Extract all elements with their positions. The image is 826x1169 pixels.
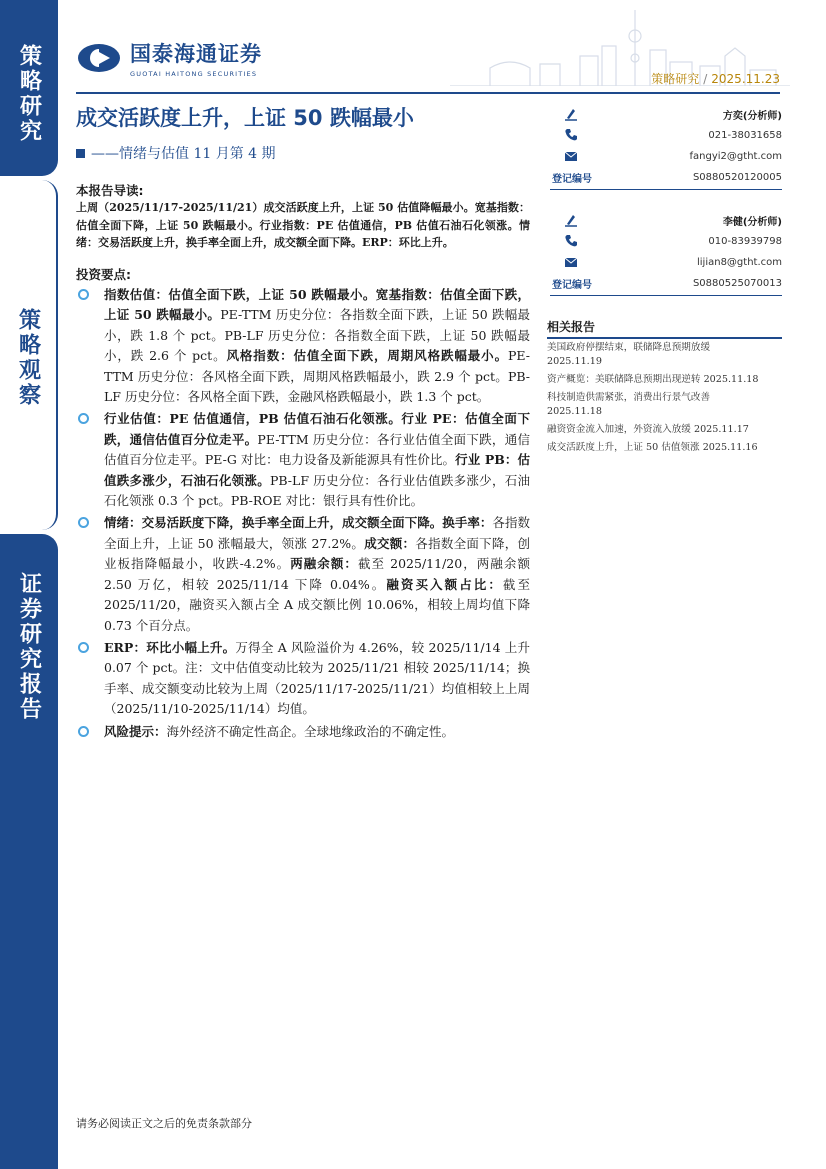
analyst-name-row bbox=[550, 104, 782, 125]
sidebar-block-strategy-observation bbox=[0, 180, 58, 530]
key-point-bold: ERP：环比小幅上升。 bbox=[104, 639, 236, 655]
bullet-circle-icon bbox=[78, 413, 89, 424]
key-point-text: PE-TTM 历史分位：各风格全面下跌，周期风格跌幅最小，跌 2.9 个 pct。PB-LF 历史分位：各风格全面下跌，金融风格跌幅最小，跌 1.3 个 pct。 bbox=[104, 348, 530, 405]
key-point-text: PB-LF 历史分位：各行业估值跌多涨少，石油石化领涨 0.3 个 pct。PB-ROE 对比：银行具有性价比。 bbox=[104, 472, 530, 509]
header-separator: / bbox=[703, 72, 708, 86]
analyst-email[interactable]: fangyi2@gtht.com bbox=[689, 151, 782, 162]
related-report-item[interactable] bbox=[547, 441, 787, 455]
key-points-list bbox=[76, 285, 530, 744]
disclaimer-note: 请务必阅读正文之后的免责条款部分 bbox=[76, 1117, 252, 1130]
mail-icon bbox=[564, 255, 578, 269]
analyst-phone: 010-83939798 bbox=[708, 236, 782, 247]
bullet-circle-icon bbox=[78, 642, 89, 653]
analyst-name-row bbox=[550, 210, 782, 231]
report-subtitle-row bbox=[76, 143, 276, 163]
related-report-text: 科技制造供需紧张，消费出行景气改善 bbox=[547, 392, 711, 403]
sidebar-block-securities-report bbox=[0, 534, 58, 1169]
analyst-reg-label: 登记编号 bbox=[552, 280, 592, 291]
report-subtitle: ——情绪与估值 11 月第 4 期 bbox=[91, 146, 276, 162]
related-report-date: 2025.11.18 bbox=[547, 406, 602, 417]
related-report-item[interactable] bbox=[547, 341, 787, 369]
analyst-phone-row bbox=[550, 125, 782, 146]
company-logo bbox=[76, 38, 262, 78]
related-report-text: 美国政府停摆结束，联储降息预期放缓 bbox=[547, 342, 711, 353]
key-point-bold: 情绪：交易活跃度下降，换手率全面上升，成交额全面下降。换手率： bbox=[104, 515, 493, 531]
sidebar-block-strategy-research bbox=[0, 0, 58, 176]
header-category: 策略研究 bbox=[651, 72, 700, 86]
analyst-reg-no: S0880525070013 bbox=[692, 278, 782, 289]
phone-icon bbox=[564, 128, 578, 142]
key-point-erp bbox=[76, 638, 530, 720]
analyst-email-row bbox=[550, 146, 782, 167]
key-point-bold: 行业 PB：估值跌多涨少，石油石化领涨。 bbox=[104, 452, 530, 488]
analyst-phone-row bbox=[550, 231, 782, 252]
analyst-reg-row bbox=[550, 167, 782, 188]
key-point-bold: 融资买入额占比： bbox=[386, 576, 503, 592]
key-point-text: 各指数全面上升，上证 50 涨幅最大，领涨 27.2%。 bbox=[104, 515, 530, 551]
related-report-text: 融资资金流入加速，外资流入放缓 bbox=[547, 424, 691, 435]
bullet-circle-icon bbox=[78, 726, 89, 737]
related-report-date: 2025.11.19 bbox=[547, 356, 602, 367]
guide-text: 上周（2025/11/17-2025/11/21）成交活跃度上升，上证 50 估值降幅最小。宽基指数：估值全面下降，上证 50 跌幅最小。行业指数：PE 估值通信，PB 估值石油石化领涨。情绪：交易活跃度上升，换手率全面上升，成交额全面下降。ERP：环比上升。 bbox=[76, 201, 530, 249]
header-category-date bbox=[651, 70, 780, 87]
related-report-text: 成交活跃度上升，上证 50 估值领涨 bbox=[547, 442, 700, 453]
analyst-divider bbox=[550, 189, 782, 190]
analyst-card bbox=[550, 104, 782, 188]
key-point-bold: 行业估值：PE 估值通信，PB 估值石油石化领涨。行业 PE：估值全面下跌，通信估值百分位走平。 bbox=[104, 411, 530, 447]
related-report-date: 2025.11.18 bbox=[703, 374, 759, 385]
related-reports-divider bbox=[547, 337, 782, 339]
sidebar-label-securities-report: 证券研究报告 bbox=[16, 572, 42, 722]
key-point-bold: 风险提示： bbox=[104, 723, 167, 739]
guide-heading: 本报告导读: bbox=[76, 183, 144, 198]
report-title: 成交活跃度上升，上证 50 跌幅最小 bbox=[76, 106, 414, 130]
key-point-risk bbox=[76, 722, 530, 742]
key-point-bold: 指数估值：估值全面下跌，上证 50 跌幅最小。宽基指数：估值全面下跌，上证 50 跌幅最小。 bbox=[104, 287, 530, 323]
key-point-bold: 风格指数：估值全面下跌，周期风格跌幅最小。 bbox=[226, 348, 508, 364]
related-report-item[interactable] bbox=[547, 373, 787, 387]
analyst-name: 李健(分析师) bbox=[722, 217, 782, 228]
analyst-email-row bbox=[550, 252, 782, 273]
logo-text-en: GUOTAI HAITONG SECURITIES bbox=[130, 70, 258, 78]
key-point-text: 各指数全面下降，创业板指降幅最小，收跌-4.2%。 bbox=[104, 535, 530, 572]
bullet-circle-icon bbox=[78, 289, 89, 300]
left-sidebar-band bbox=[0, 0, 58, 1169]
key-point-text: PE-TTM 历史分位：各指数全面下跌，上证 50 跌幅最小，跌 1.8 个 pct。PB-LF 历史分位：各指数全面下跌，上证 50 跌幅最小，跌 2.6 个 pct。 bbox=[104, 307, 530, 364]
pen-icon bbox=[564, 213, 578, 227]
header-divider bbox=[76, 92, 780, 94]
key-point-industry-valuation bbox=[76, 409, 530, 511]
analyst-divider bbox=[550, 295, 782, 296]
key-point-bold: 成交额： bbox=[364, 535, 416, 551]
logo-mark-icon bbox=[76, 42, 122, 74]
related-reports-list bbox=[547, 341, 787, 459]
analyst-card bbox=[550, 210, 782, 294]
sidebar-label-strategy-research: 策略研究 bbox=[16, 44, 42, 144]
phone-icon bbox=[564, 234, 578, 248]
related-report-date: 2025.11.16 bbox=[702, 442, 758, 453]
analyst-reg-label: 登记编号 bbox=[552, 174, 592, 185]
key-point-sentiment bbox=[76, 513, 530, 635]
analyst-email[interactable]: lijian8@gtht.com bbox=[696, 257, 782, 268]
sidebar-label-strategy-observation: 策略观察 bbox=[15, 308, 41, 408]
related-report-text: 资产概览：美联储降息预期出现逆转 bbox=[547, 374, 701, 385]
related-report-item[interactable] bbox=[547, 391, 787, 419]
analyst-name: 方奕(分析师) bbox=[722, 111, 782, 122]
key-point-text: 海外经济不确定性高企。全球地缘政治的不确定性。 bbox=[166, 723, 455, 739]
header-date: 2025.11.23 bbox=[711, 72, 780, 86]
key-point-bold: 两融余额： bbox=[290, 556, 358, 572]
key-point-index-valuation bbox=[76, 285, 530, 407]
related-reports-title: 相关报告 bbox=[547, 320, 596, 334]
analyst-phone: 021-38031658 bbox=[708, 130, 782, 141]
mail-icon bbox=[564, 149, 578, 163]
key-points-heading: 投资要点: bbox=[76, 267, 131, 282]
bullet-circle-icon bbox=[78, 517, 89, 528]
pen-icon bbox=[564, 107, 578, 121]
key-point-text: PE-TTM 历史分位：各行业估值全面下跌，通信估值百分位走平。PE-G 对比：电力设备及新能源具有性价比。 bbox=[104, 431, 530, 468]
subtitle-square-icon bbox=[76, 149, 85, 158]
related-report-date: 2025.11.17 bbox=[693, 424, 749, 435]
key-point-text: 截至 2025/11/20，两融余额 2.50 万亿，相较 2025/11/14 下降 0.04%。 bbox=[104, 556, 530, 592]
logo-text-cn: 国泰海通证券 bbox=[130, 42, 262, 66]
related-report-item[interactable] bbox=[547, 423, 787, 437]
key-point-text: 万得全 A 风险溢价为 4.26%，较 2025/11/14 上升 0.07 个 pct。注：文中估值变动比较为 2025/11/21 相较 2025/11/14；换手率、成交额变动比较为上周（2025/11/17-2025/11/21）均值相较上上周（2025/11/10-2025/11/14）均值。 bbox=[104, 639, 530, 717]
analyst-reg-no: S0880520120005 bbox=[692, 172, 782, 183]
key-point-text: 截至 2025/11/20，融资买入额占全 A 成交额比例 10.06%，相较上周均值下降 0.73 个百分点。 bbox=[104, 576, 530, 633]
analyst-reg-row bbox=[550, 273, 782, 294]
